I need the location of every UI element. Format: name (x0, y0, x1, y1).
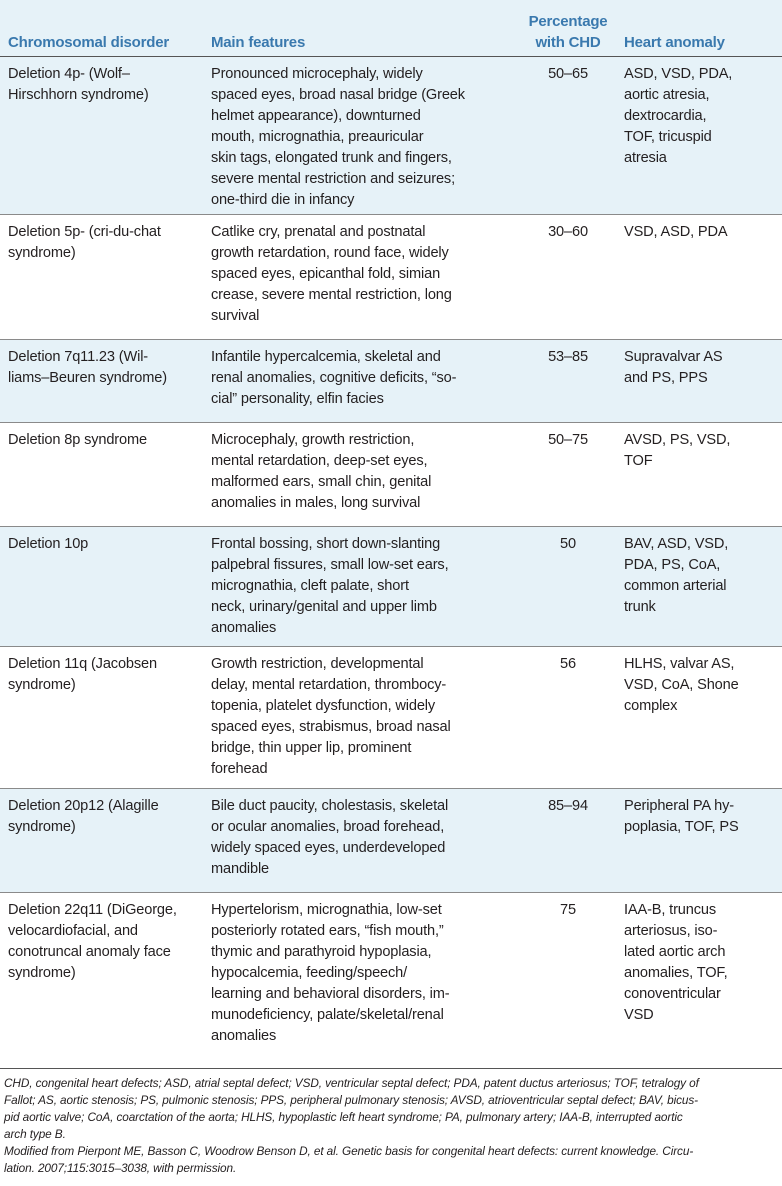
disorder-cell: Deletion 20p12 (Alagille syndrome) (8, 798, 159, 835)
disorder-cell: Deletion 4p- (Wolf– Hirschhorn syndrome) (8, 66, 149, 103)
table-row (0, 215, 782, 340)
table-row (0, 527, 782, 647)
percentage-cell: 50 (560, 536, 576, 552)
disorder-cell: Deletion 5p- (cri-du-chat syndrome) (8, 224, 161, 261)
table-row (0, 893, 782, 1067)
table-row (0, 340, 782, 423)
table-row (0, 647, 782, 789)
header-chromosomal-disorder: Chromosomal disorder (8, 34, 170, 51)
heart-anomaly-cell: ASD, VSD, PDA, aortic atresia, dextrocardia, TOF, tricuspid atresia (624, 66, 733, 166)
heart-anomaly-cell: IAA-B, truncus arteriosus, iso- lated aortic arch anomalies, TOF, conoventricular VSD (624, 902, 728, 1023)
percentage-cell: 56 (560, 656, 576, 672)
percentage-cell: 50–75 (548, 432, 588, 448)
percentage-cell: 50–65 (548, 66, 588, 82)
percentage-cell: 30–60 (548, 224, 588, 240)
features-cell: Infantile hypercalcemia, skeletal and renal anomalies, cognitive deficits, “so- cial” personality, elfin facies (211, 349, 457, 407)
heart-anomaly-cell: Peripheral PA hy- poplasia, TOF, PS (624, 798, 739, 835)
percentage-cell: 75 (560, 902, 576, 918)
heart-anomaly-cell: AVSD, PS, VSD, TOF (624, 432, 731, 469)
header-main-features: Main features (211, 34, 306, 51)
heart-anomaly-cell: HLHS, valvar AS, VSD, CoA, Shone complex (624, 656, 739, 714)
table-row (0, 423, 782, 527)
table-row (0, 789, 782, 893)
features-cell: Microcephaly, growth restriction, mental retardation, deep-set eyes, malformed ears, small chin, genital anomalies in males, long survival (211, 432, 432, 511)
features-cell: Frontal bossing, short down-slanting palpebral fissures, small low-set ears, micrognathia, cleft palate, short neck, urinary/genital and upper limb anomalies (211, 536, 449, 636)
heart-anomaly-cell: BAV, ASD, VSD, PDA, PS, CoA, common arterial trunk (624, 536, 729, 615)
features-cell: Catlike cry, prenatal and postnatal growth retardation, round face, widely spaced eyes, epicanthal fold, simian crease, severe mental restriction, long survival (211, 224, 452, 324)
disorder-cell: Deletion 22q11 (DiGeorge, velocardiofacial, and conotruncal anomaly face syndrome) (8, 902, 177, 981)
table-header (0, 0, 782, 57)
table-row (0, 57, 782, 215)
features-cell: Growth restriction, developmental delay, mental retardation, thrombocy- topenia, platelet dysfunction, widely spaced eyes, strabismus, broad nasal bridge, thin upper lip, prominent forehead (211, 656, 451, 777)
features-cell: Pronounced microcephaly, widely spaced eyes, broad nasal bridge (Greek helmet appearance), downturned mouth, micrognathia, preauricular skin tags, elongated trunk and fingers, severe mental restriction and seizures; one-third die in infancy (211, 66, 465, 208)
table-footnote: CHD, congenital heart defects; ASD, atrial septal defect; VSD, ventricular septal defect; PDA, patent ductus arteriosus; TOF, tetralogy of Fallot; AS, aortic stenosis; PS, pulmonic stenosis; PPS, peripheral pulmonary stenosis; AVSD, atrioventricular septal defect; BAV, bicus- pid aortic valve; CoA, coarctation of the aorta; HLHS, hypoplastic left heart syndrome; PA, pulmonary artery; IAA-B, interrupted aortic arch type B. Modified from Pierpont ME, Basson C, Woodrow Benson D, et al. Genetic basis for congenital heart defects: current knowledge. Circu- lation. 2007;115:3015–3038, with permission. (4, 1076, 699, 1175)
disorder-cell: Deletion 11q (Jacobsen syndrome) (8, 656, 157, 693)
disorder-cell: Deletion 8p syndrome (8, 432, 147, 448)
footer-rule (0, 1068, 782, 1069)
heart-anomaly-cell: VSD, ASD, PDA (624, 224, 728, 240)
features-cell: Hypertelorism, micrognathia, low-set posteriorly rotated ears, “fish mouth,” thymic and parathyroid hypoplasia, hypocalcemia, feeding/speech/ learning and behavioral disorders, im- munodeficiency, palate/skeletal/renal anomalies (211, 902, 450, 1044)
percentage-cell: 85–94 (548, 798, 588, 814)
header-heart-anomaly: Heart anomaly (624, 34, 725, 51)
disorder-cell: Deletion 10p (8, 536, 89, 552)
header-percentage-with-chd: Percentage with CHD (528, 13, 608, 51)
features-cell: Bile duct paucity, cholestasis, skeletal or ocular anomalies, broad forehead, widely spaced eyes, underdeveloped mandible (211, 798, 449, 877)
disorder-cell: Deletion 7q11.23 (Wil- liams–Beuren syndrome) (8, 349, 167, 386)
percentage-cell: 53–85 (548, 349, 588, 365)
heart-anomaly-cell: Supravalvar AS and PS, PPS (624, 349, 723, 386)
